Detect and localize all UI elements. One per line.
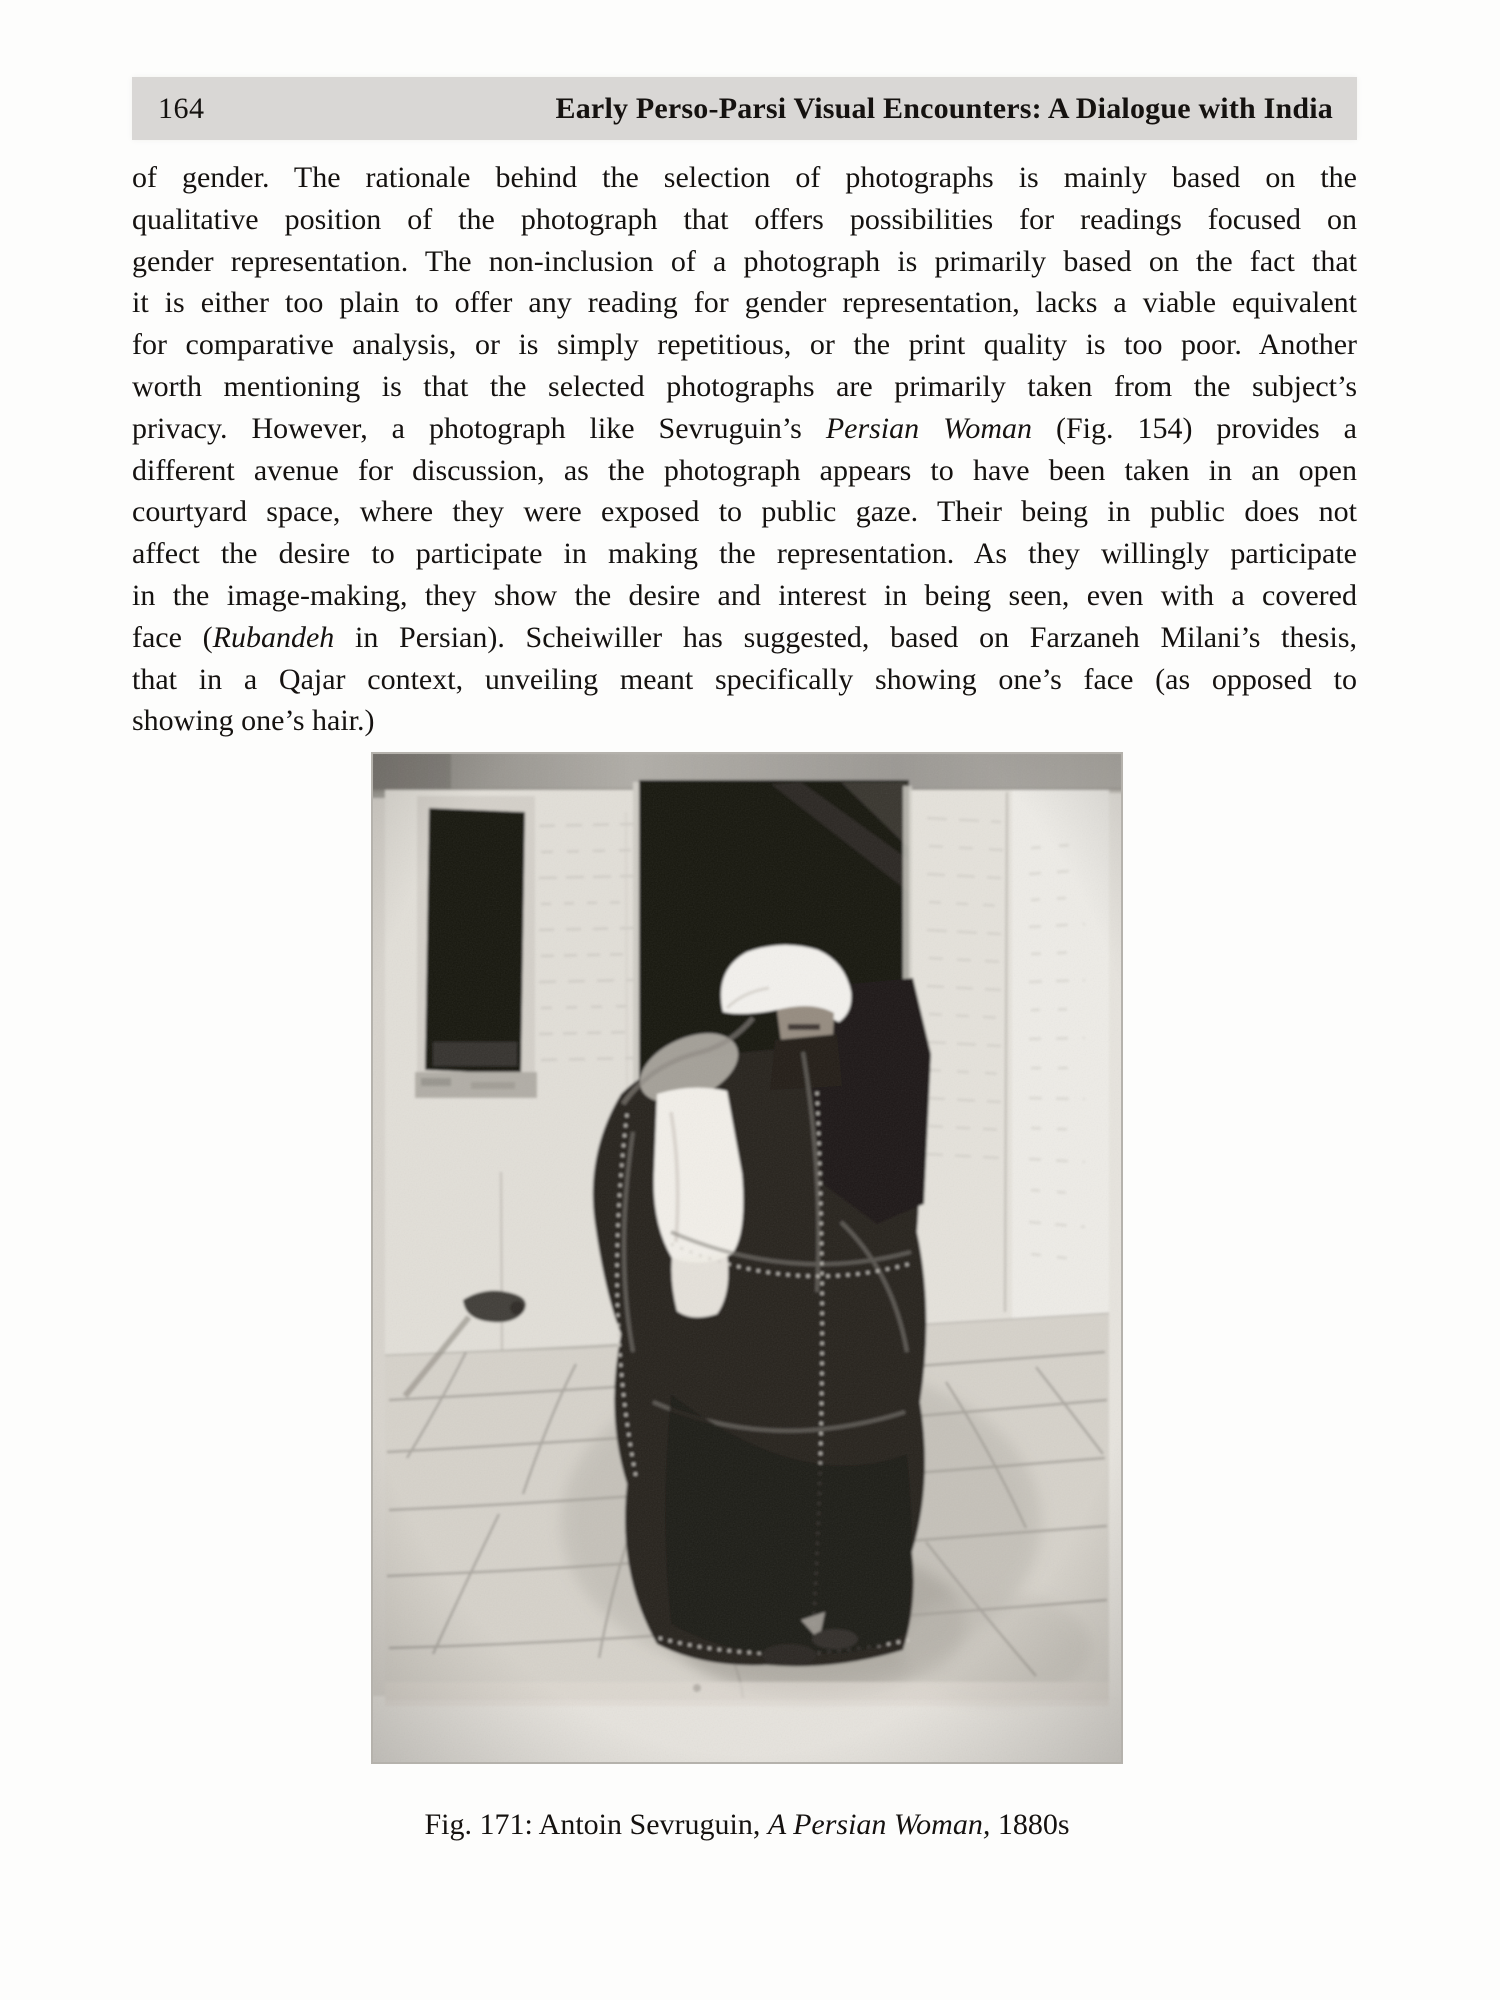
body-line: [132, 157, 1357, 199]
body-line: [132, 282, 1357, 324]
persian-woman-photo: [371, 752, 1123, 1764]
page-header-bar: [132, 77, 1357, 140]
body-line: [132, 575, 1357, 617]
page-number: 164: [158, 91, 205, 125]
text-segment: qualitative position of the photograph that offers possibilities for readings focused on: [132, 202, 1357, 236]
text-segment: face (: [132, 620, 213, 654]
text-segment: gender representation. The non-inclusion of a photograph is primarily based on the fact that: [132, 244, 1357, 278]
body-line: [132, 366, 1357, 408]
text-segment: courtyard space, where they were exposed to public gaze. Their being in public does not: [132, 495, 1357, 529]
text-segment: (Fig. 154) provides a: [1032, 411, 1357, 445]
text-segment: in Persian). Scheiwiller has suggested, based on Farzaneh Milani’s thesis,: [334, 620, 1357, 654]
text-segment: that in a Qajar context, unveiling meant specifically showing one’s face (as opposed to: [132, 662, 1357, 696]
running-header-title: Early Perso-Parsi Visual Encounters: A Dialogue with India: [555, 91, 1333, 125]
body-line: [132, 408, 1357, 450]
photo-vignette: [371, 752, 1123, 1764]
body-line: [132, 617, 1357, 659]
body-line: [132, 324, 1357, 366]
figure-caption: [371, 1808, 1123, 1842]
text-segment: different avenue for discussion, as the photograph appears to have been taken in an open: [132, 453, 1357, 487]
text-segment: 1880s: [990, 1808, 1070, 1841]
body-line: [132, 659, 1357, 701]
italic-text: A Persian Woman,: [767, 1808, 991, 1841]
italic-text: Rubandeh: [212, 620, 335, 654]
text-segment: for comparative analysis, or is simply repetitious, or the print quality is too poor. Another: [132, 328, 1357, 362]
text-segment: of gender. The rationale behind the selection of photographs is mainly based on the: [132, 161, 1357, 194]
body-line: [132, 491, 1357, 533]
body-line: [132, 241, 1357, 283]
figure-photo: [371, 752, 1123, 1764]
body-line: [132, 199, 1357, 241]
text-segment: showing one’s hair.): [132, 704, 375, 738]
text-segment: in the image-making, they show the desire and interest in being seen, even with a covered: [132, 578, 1357, 612]
text-segment: it is either too plain to offer any reading for gender representation, lacks a viable equivalent: [132, 286, 1357, 320]
body-line: [132, 700, 1357, 742]
body-paragraph: [132, 157, 1357, 742]
body-line: [132, 450, 1357, 492]
text-segment: affect the desire to participate in making the representation. As they willingly participate: [132, 537, 1357, 571]
italic-text: Persian Woman: [825, 411, 1033, 445]
text-segment: privacy. However, a photograph like Sevruguin’s: [132, 411, 826, 445]
text-segment: Fig. 171: Antoin Sevruguin,: [424, 1808, 768, 1841]
text-segment: worth mentioning is that the selected photographs are primarily taken from the subject’s: [132, 369, 1357, 403]
body-line: [132, 533, 1357, 575]
